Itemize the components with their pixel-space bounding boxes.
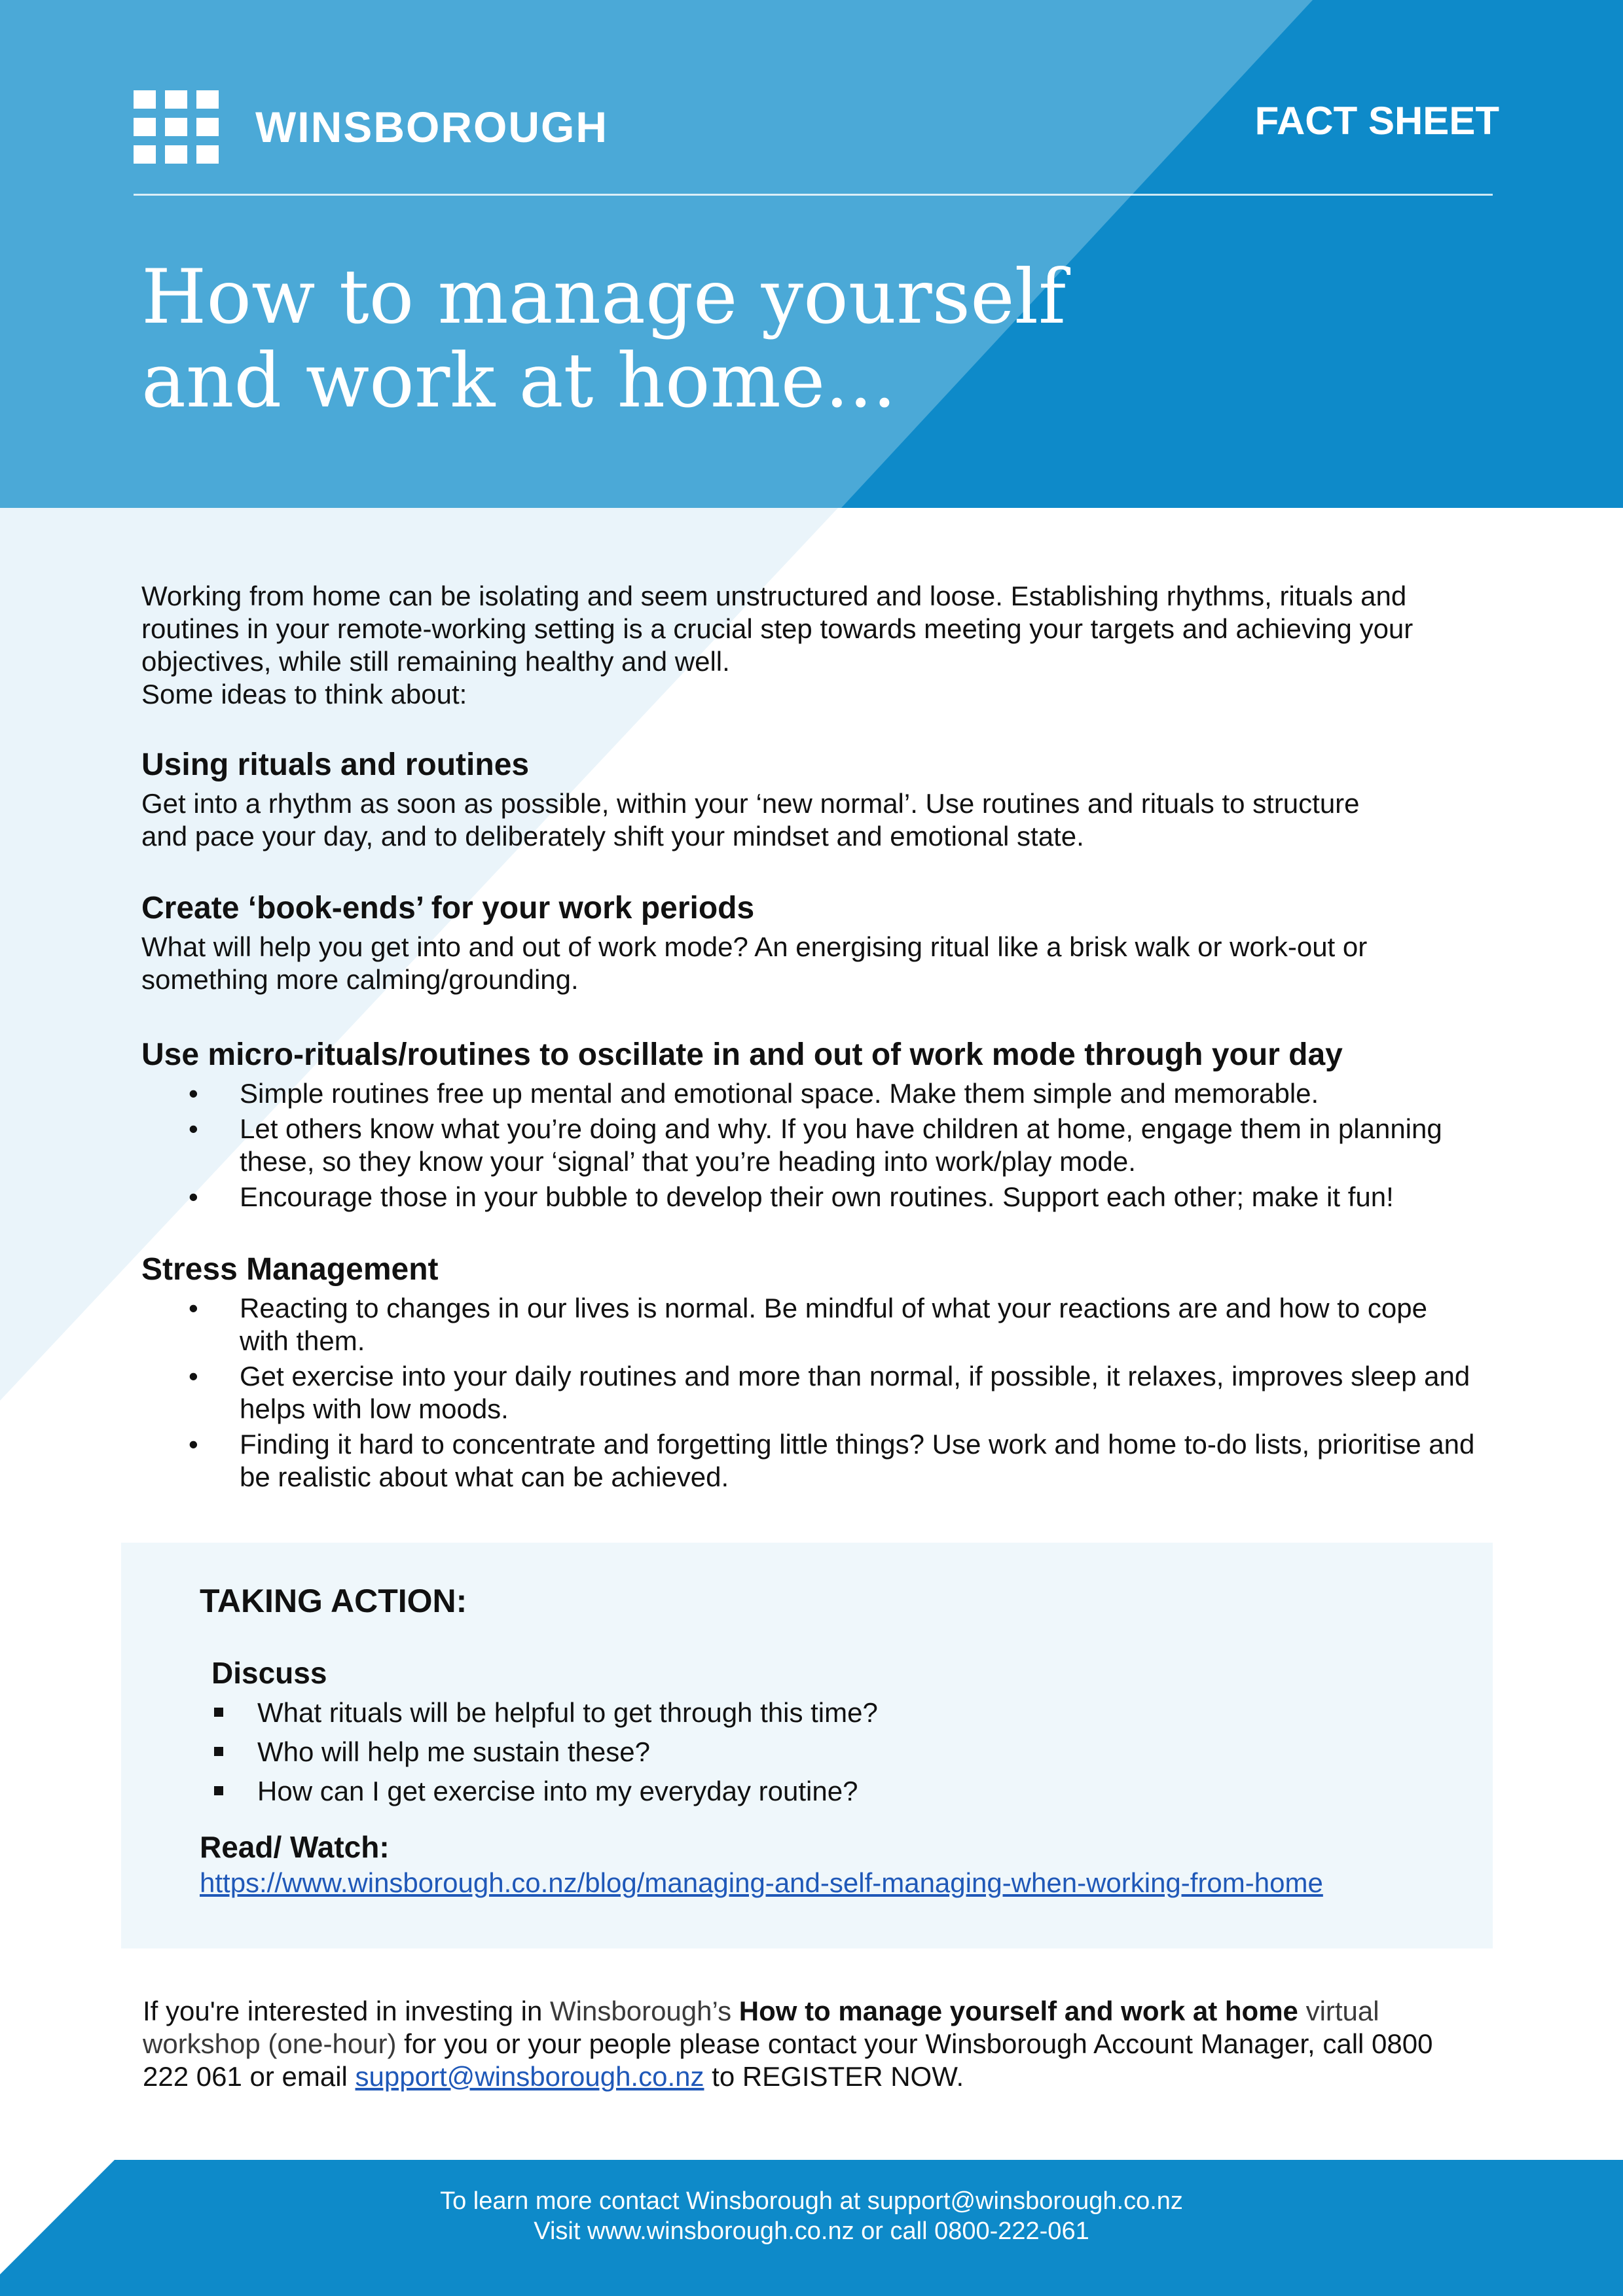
discuss-list [210, 1693, 878, 1811]
section-micro-rituals [141, 1037, 1477, 1216]
blog-link[interactable]: https://www.winsborough.co.nz/blog/managing-and-self-managing-when-working-from-home [200, 1867, 1323, 1898]
workshop-cta: If you're interested in investing in Winsborough’s How to manage yourself and work at home virtual workshop (one-hour) for you or your people please contact your Winsborough Account Manager, call 0800 222 061 or email support@winsborough.co.nz to REGISTER NOW. [143, 1996, 1433, 2092]
square-bullet-icon [214, 1708, 223, 1717]
list-item: • Let others know what you’re doing and why. If you have children at home, engage them in planning these, so they know your ‘signal’ that you’re heading into work/play mode. [189, 1113, 1442, 1177]
list-item: What rituals will be helpful to get through this time? [210, 1693, 878, 1732]
bullet-icon: • [189, 1113, 198, 1144]
bullet-list [141, 1077, 1477, 1213]
brand-name: WINSBOROUGH [255, 103, 608, 151]
list-item: • Finding it hard to concentrate and forgetting little things? Use work and home to-do lists, prioritise and be realistic about what can be achieved. [189, 1429, 1475, 1492]
bullet-icon: • [189, 1181, 198, 1212]
workshop-name: How to manage yourself and work at home [739, 1996, 1298, 2026]
support-email-link[interactable]: support@winsborough.co.nz [355, 2061, 704, 2092]
list-item: • Encourage those in your bubble to develop their own routines. Support each other; make it fun! [189, 1181, 1394, 1212]
square-bullet-icon [214, 1786, 223, 1795]
section-line: What will help you get into and out of work mode? An energising ritual like a brisk walk or work-out or [141, 931, 1368, 962]
brand-logo [134, 90, 608, 164]
intro [141, 580, 1477, 711]
section-line: and pace your day, and to deliberately shift your mindset and emotional state. [141, 821, 1084, 852]
section-heading: Use micro-rituals/routines to oscillate in and out of work mode through your day [141, 1037, 1343, 1072]
discuss-label: Discuss [211, 1656, 327, 1690]
section-paragraph [141, 787, 1477, 853]
section-line: Get into a rhythm as soon as possible, within your ‘new normal’. Use routines and rituals to structure [141, 788, 1360, 819]
bullet-icon: • [189, 1429, 198, 1460]
section-rituals [141, 747, 1477, 853]
section-paragraph [141, 931, 1477, 996]
list-item: • Simple routines free up mental and emotional space. Make them simple and memorable. [189, 1078, 1319, 1109]
page-title [141, 255, 1066, 423]
list-item: • Get exercise into your daily routines and more than normal, if possible, it relaxes, improves sleep and helps with low moods. [189, 1361, 1470, 1424]
section-book-ends [141, 890, 1477, 996]
square-bullet-icon [214, 1747, 223, 1756]
title-line: and work at home... [141, 337, 896, 424]
list-item: How can I get exercise into my everyday routine? [210, 1772, 878, 1811]
intro-line: Some ideas to think about: [141, 679, 467, 709]
section-line: something more calming/grounding. [141, 964, 579, 995]
logo-grid-icon [134, 90, 219, 164]
read-watch-label: Read/ Watch: [200, 1830, 390, 1864]
intro-paragraph [141, 580, 1477, 711]
intro-line: routines in your remote-working setting is a crucial step towards meeting your targets and achieving your [141, 613, 1413, 644]
bullet-icon: • [189, 1361, 198, 1391]
footer-visit-line: Visit www.winsborough.co.nz or call 0800-222-061 [534, 2217, 1089, 2245]
fact-sheet-label: FACT SHEET [1254, 99, 1499, 143]
footer-contact-line: To learn more contact Winsborough at support@winsborough.co.nz [440, 2187, 1183, 2215]
title-line: How to manage yourself [141, 253, 1067, 340]
section-heading: Using rituals and routines [141, 747, 530, 782]
action-title: TAKING ACTION: [200, 1583, 467, 1619]
section-heading: Stress Management [141, 1252, 439, 1287]
bullet-icon: • [189, 1078, 198, 1109]
bullet-icon: • [189, 1293, 198, 1323]
intro-line: objectives, while still remaining healthy and well. [141, 646, 730, 677]
list-item: Who will help me sustain these? [210, 1732, 878, 1772]
section-heading: Create ‘book-ends’ for your work periods [141, 891, 755, 925]
header-divider [134, 194, 1493, 196]
taking-action-box [121, 1543, 1493, 1948]
list-item: • Reacting to changes in our lives is normal. Be mindful of what your reactions are and how to cope with them. [189, 1293, 1427, 1356]
intro-line: Working from home can be isolating and seem unstructured and loose. Establishing rhythms, rituals and [141, 581, 1407, 611]
section-stress [141, 1251, 1477, 1496]
bullet-list [141, 1292, 1477, 1494]
